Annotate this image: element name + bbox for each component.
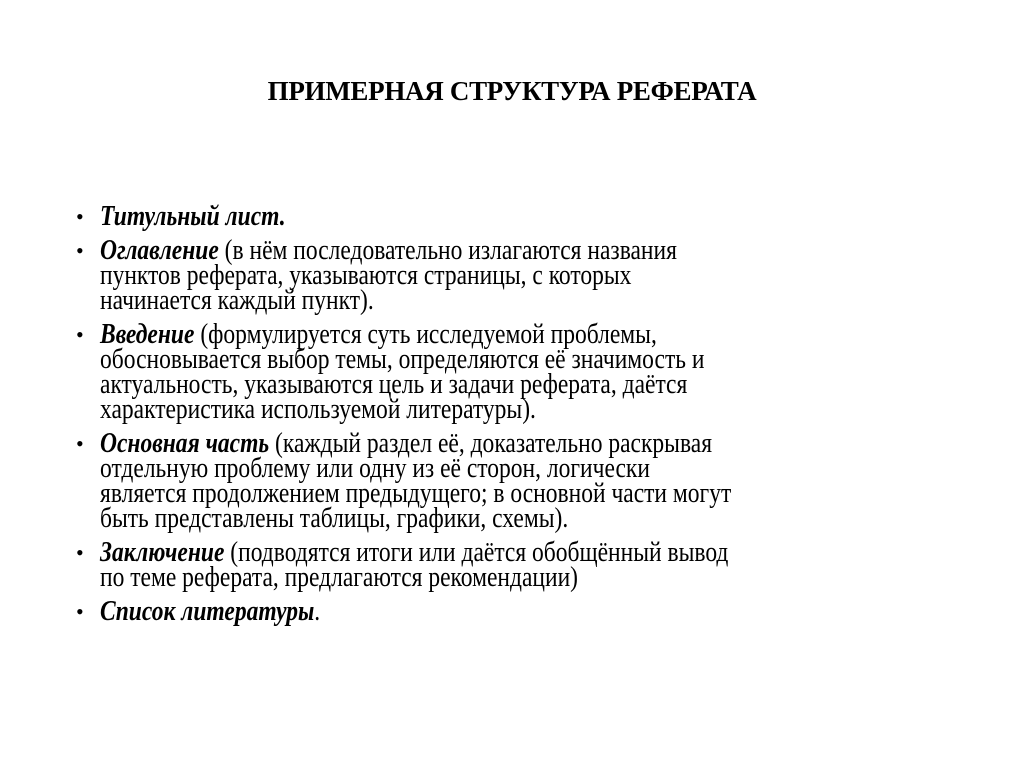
list-item bbox=[76, 319, 1016, 425]
item-text: начинается каждый пункт). bbox=[100, 285, 374, 316]
page-title: ПРИМЕРНАЯ СТРУКТУРА РЕФЕРАТА bbox=[267, 76, 757, 106]
list-item bbox=[76, 235, 1016, 316]
item-text: характеристика используемой литературы). bbox=[100, 394, 536, 425]
item-text: является продолжением предыдущего; в основной части могут bbox=[100, 478, 732, 509]
bullet-icon: • bbox=[76, 599, 84, 624]
item-term: Заключение bbox=[100, 537, 225, 568]
item-text: отдельную проблему или одну из её сторон, логически bbox=[100, 453, 650, 484]
list-item bbox=[76, 596, 1016, 627]
bullet-icon: • bbox=[76, 431, 84, 456]
item-text: обосновывается выбор темы, определяются её значимость и bbox=[100, 344, 705, 375]
item-line bbox=[100, 394, 940, 425]
item-line bbox=[100, 562, 940, 593]
item-line bbox=[100, 285, 940, 316]
item-text: актуальность, указываются цель и задачи реферата, даётся bbox=[100, 369, 688, 400]
item-text: по теме реферата, предлагаются рекомендации) bbox=[100, 562, 578, 593]
item-line bbox=[100, 596, 940, 627]
item-text: пунктов реферата, указываются страницы, с которых bbox=[100, 260, 632, 291]
bullet-icon: • bbox=[76, 540, 84, 565]
item-text: (в нём последовательно излагаются названия bbox=[218, 235, 677, 266]
item-line bbox=[100, 503, 940, 534]
bullet-icon: • bbox=[76, 204, 84, 229]
item-text: быть представлены таблицы, графики, схемы). bbox=[100, 503, 569, 534]
item-term: Основная часть bbox=[100, 428, 270, 459]
list-item bbox=[76, 537, 1016, 593]
structure-list bbox=[76, 201, 1016, 633]
item-term: Оглавление bbox=[100, 235, 219, 266]
bullet-icon: • bbox=[76, 238, 84, 263]
item-text: . bbox=[314, 596, 321, 627]
item-term: Введение bbox=[100, 319, 195, 350]
item-term: Титульный лист. bbox=[100, 201, 286, 232]
item-line bbox=[100, 201, 940, 232]
item-text: (формулируется суть исследуемой проблемы, bbox=[194, 319, 657, 350]
list-item bbox=[76, 428, 1016, 534]
list-item bbox=[76, 201, 1016, 232]
item-term: Список литературы bbox=[100, 596, 315, 627]
item-text: (подводятся итоги или даётся обобщённый вывод bbox=[224, 537, 729, 568]
bullet-icon: • bbox=[76, 322, 84, 347]
item-text: (каждый раздел её, доказательно раскрывая bbox=[269, 428, 713, 459]
